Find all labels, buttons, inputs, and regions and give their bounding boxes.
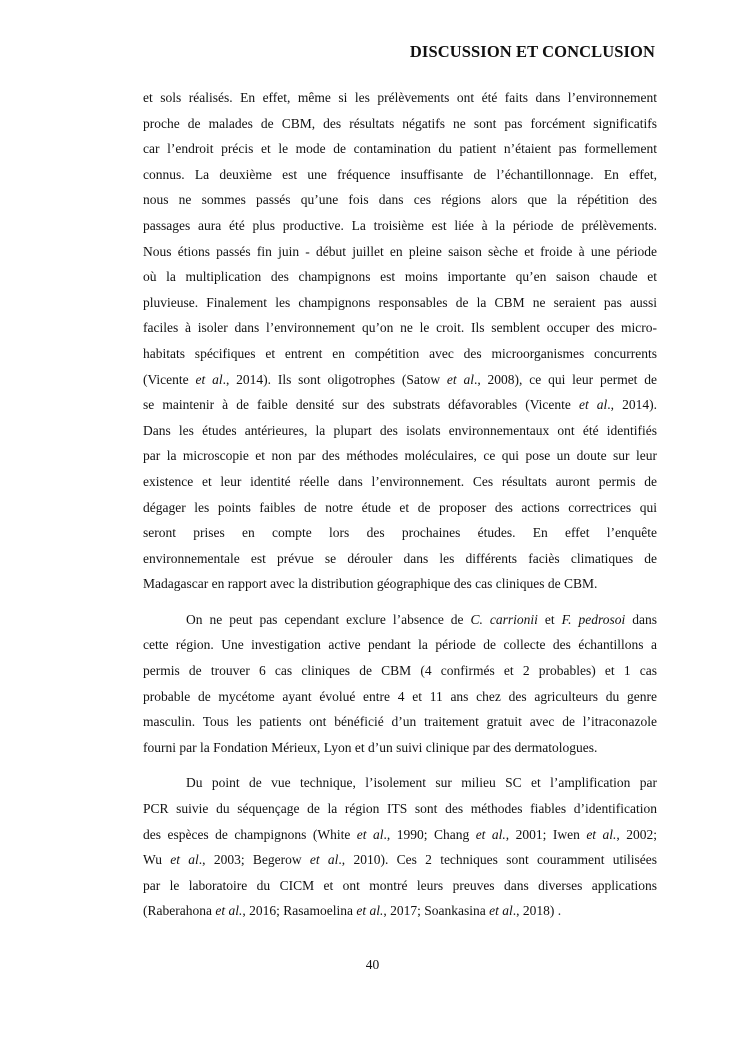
italic-run: et al. [356,903,384,919]
text-run: ., 2018) . [512,903,562,919]
text-run: Madagascar en rapport avec la distribution géographique des cas cliniques de CBM. [143,576,598,592]
text-run: par le laboratoire du CICM et ont montré leurs preuves dans diverses applications [143,877,657,893]
text-run: environnementale est prévue se dérouler dans les différents faciès climatiques de [143,550,657,566]
chapter-header: DISCUSSION ET CONCLUSION [409,42,655,61]
text-line [143,847,657,873]
italic-run: F. pedrosoi [561,611,626,627]
text-run: , 2017; Soankasina [383,903,490,919]
text-line [143,85,657,111]
text-run: (Vicente [143,371,196,387]
text-run: fourni par la Fondation Mérieux, Lyon et d’un suivi clinique par des dermatologues. [143,739,598,755]
text-line [143,571,657,597]
body-text [143,85,657,934]
text-run: ., 2014). [607,397,657,413]
text-run: par la microscopie et non par des méthodes moléculaires, ce qui pose un doute sur leur [143,448,657,464]
italic-run: et al [195,371,223,387]
text-run: dégager les points faibles de notre étude et de proposer des actions correctrices qui [143,499,657,515]
text-run: ., 2008), ce qui leur permet de [473,371,658,387]
text-run: (Raberahona [143,903,216,919]
text-run: où la multiplication des champignons est moins importante qu’en saison chaude et [143,269,657,285]
italic-run: et al [578,397,608,413]
text-run: On ne peut pas cependant exclure l’absence de [186,611,471,627]
text-line [143,822,657,848]
italic-run: et al. [475,826,506,842]
text-run: et sols réalisés. En effet, même si les prélèvements ont été faits dans l’environnement [143,90,657,105]
text-run: ., 1990; Chang [383,826,476,842]
text-run: proche de malades de CBM, des résultats négatifs ne sont pas forcément significatifs [143,115,657,131]
text-line [143,469,657,495]
italic-run: et al [489,903,513,919]
text-line [143,898,657,924]
text-line [143,546,657,572]
text-line [143,264,657,290]
text-line [143,290,657,316]
paragraph-1 [143,85,657,597]
text-run: Nous étions passés fin juin - début juillet en pleine saison sèche et froide à une période [143,243,657,259]
text-line [143,367,657,393]
text-run: pluvieuse. Finalement les champignons responsables de la CBM ne seraient pas aussi [143,294,657,310]
italic-run: et al [446,371,474,387]
text-line [143,392,657,418]
text-run: ., 2010). Ces 2 techniques sont couramment utilisées [338,852,658,868]
text-line [143,315,657,341]
text-line [143,632,657,658]
text-run: PCR suivie du séquençage de la région ITS sont des méthodes fiables d’identification [143,801,657,817]
text-run: nous ne sommes passés qu’une fois dans ces régions alors que la répétition des [143,192,657,208]
text-line [143,239,657,265]
text-line [143,162,657,188]
text-run: des espèces de champignons (White [143,826,357,842]
text-line [143,684,657,710]
text-run: Wu [143,852,171,868]
text-run: , 2016; Rasamoelina [242,903,357,919]
text-run: masculin. Tous les patients ont bénéficié d’un traitement gratuit avec de l’itraconazole [143,714,657,730]
text-run: se maintenir à de faible densité sur des substrats défavorables (Vicente [143,397,579,413]
italic-run: et al. [586,826,617,842]
text-run: , 2001; Iwen [505,826,587,842]
text-line [143,187,657,213]
text-line [143,443,657,469]
text-line [143,770,657,796]
text-run: ., 2003; Begerow [198,852,310,868]
text-run: faciles à isoler dans l’environnement qu’on ne le croit. Ils semblent occuper des micro- [143,320,657,336]
paragraph-2 [143,607,657,761]
text-line [143,111,657,137]
text-run: permis de trouver 6 cas cliniques de CBM (4 confirmés et 2 probables) et 1 cas [143,663,657,679]
text-line [143,796,657,822]
text-run: habitats spécifiques et entrent en compétition avec des microorganismes concurrents [143,345,657,361]
text-line [143,709,657,735]
text-line [143,418,657,444]
text-run: passages aura été plus productive. La troisième est liée à la période de prélèvements. [143,217,657,233]
text-run: cette région. Une investigation active pendant la période de collecte des échantillons a [143,637,657,653]
italic-run: et al [356,826,384,842]
text-line [143,213,657,239]
text-run: probable de mycétome ayant évolué entre 4 et 11 ans chez des agriculteurs du genre [143,688,657,704]
paragraph-3 [143,770,657,924]
italic-run: et al. [215,903,243,919]
text-run: connus. La deuxième est une fréquence insuffisante de l’échantillonnage. En effet, [143,166,657,182]
text-line [143,341,657,367]
text-line [143,520,657,546]
text-run: existence et leur identité réelle dans l’environnement. Ces résultats auront permis de [143,473,657,489]
text-run: Dans les études antérieures, la plupart des isolats environnementaux ont été identifiés [143,422,657,438]
text-line [143,658,657,684]
italic-run: et al [309,852,339,868]
text-line [143,873,657,899]
text-run: dans [625,611,657,627]
text-run: seront prises en compte lors des prochaines études. En effet l’enquête [143,525,657,541]
text-line [143,735,657,761]
text-line [143,607,657,633]
italic-run: C. carrionii [470,611,538,627]
text-run: et [537,611,562,627]
text-run: ., 2014). Ils sont oligotrophes (Satow [222,371,447,387]
text-run: , 2002; [616,826,658,842]
text-run: car l’endroit précis et le mode de contamination du patient n’étaient pas formellement [143,141,657,157]
page-number: 40 [365,957,380,972]
text-line [143,136,657,162]
italic-run: et al [170,852,199,868]
text-line [143,495,657,521]
text-run: Du point de vue technique, l’isolement sur milieu SC et l’amplification par [186,775,657,791]
